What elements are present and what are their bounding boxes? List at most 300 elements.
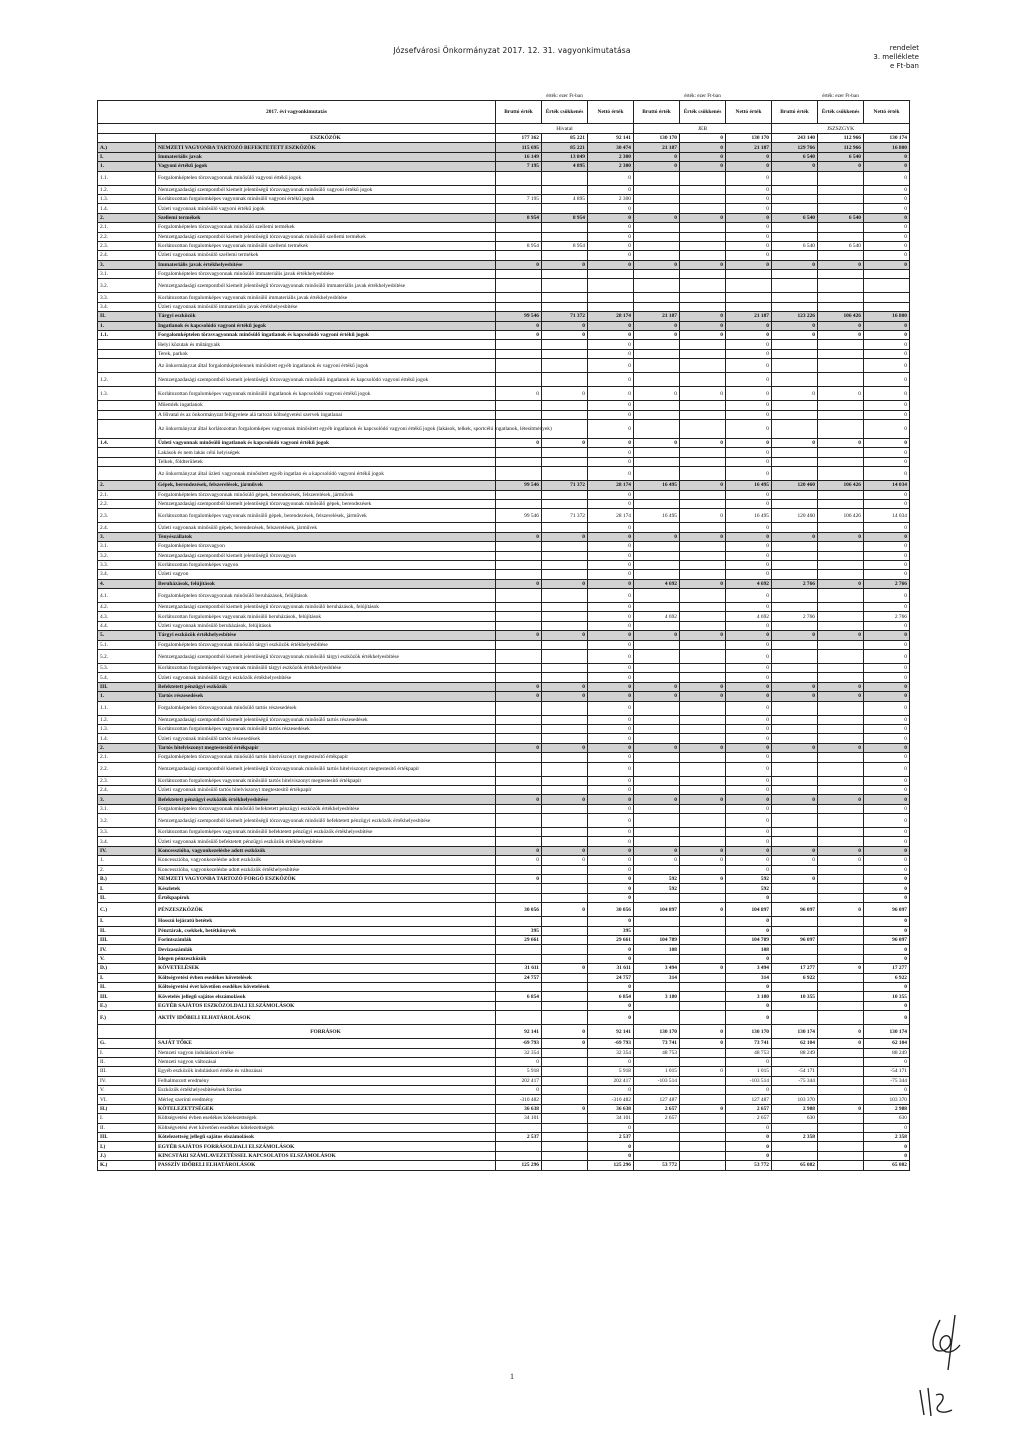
row-value: 6 922 [772, 973, 818, 982]
row-label: Követelés jellegű sajátos elszámolások [156, 992, 496, 1001]
table-row [98, 884, 910, 893]
row-value: 21 187 [634, 143, 680, 152]
row-code: 2.4. [98, 251, 156, 260]
row-value [680, 1142, 726, 1151]
row-code: 4.1. [98, 589, 156, 603]
row-value: 0 [588, 359, 634, 373]
row-value [542, 917, 588, 926]
table-row [98, 499, 910, 508]
row-value: 0 [726, 603, 772, 612]
row-value: -75 344 [772, 1076, 818, 1085]
row-value: 0 [726, 570, 772, 579]
row-value: 0 [726, 682, 772, 691]
row-label: Nemzetgazdasági szempontból kiemelt jelentőségű törzsvagyonnak minősülő beruházások, felújítások [156, 603, 496, 612]
row-label: Idegen pénzeszközök [156, 954, 496, 963]
row-value: 0 [864, 664, 910, 673]
row-value [634, 814, 680, 828]
row-value: 0 [588, 621, 634, 630]
units-label-2: érték: ezer Ft-ban [684, 93, 721, 99]
row-value [542, 373, 588, 387]
row-value: 0 [818, 631, 864, 640]
table-row [98, 542, 910, 551]
row-value: 0 [818, 903, 864, 917]
table-row [98, 204, 910, 213]
row-value [680, 1057, 726, 1066]
row-value: 395 [588, 926, 634, 935]
row-value [680, 650, 726, 664]
table-row [98, 194, 910, 203]
row-value: 0 [772, 631, 818, 640]
row-value: 4 692 [634, 612, 680, 621]
row-label: Nemzetgazdasági szempontból kiemelt jelentőségű törzsvagyonnak minősülő tartós részesedések [156, 715, 496, 724]
row-value: 0 [680, 152, 726, 161]
units-row [98, 92, 910, 101]
row-value [818, 673, 864, 682]
row-value: 0 [864, 387, 910, 401]
row-value [680, 241, 726, 250]
row-value: 0 [864, 776, 910, 785]
row-value [818, 1142, 864, 1151]
row-label: Immateriális javak értékhelyesbítése [156, 260, 496, 269]
row-label: Üzleti vagyonnak minősülő beruházások, felújítások [156, 621, 496, 630]
row-value [496, 1123, 542, 1132]
row-value: 8 954 [542, 241, 588, 250]
row-value: 0 [588, 560, 634, 569]
row-value [496, 621, 542, 630]
row-value: 0 [864, 467, 910, 481]
row-value [680, 753, 726, 762]
row-value [772, 560, 818, 569]
table-row [98, 1011, 910, 1025]
table-row [98, 1104, 910, 1113]
row-value: 202 417 [496, 1076, 542, 1085]
row-value: 3 494 [634, 964, 680, 973]
table-row [98, 410, 910, 419]
row-value [542, 542, 588, 551]
row-value [542, 340, 588, 349]
row-value: 0 [588, 551, 634, 560]
table-row [98, 621, 910, 630]
row-value [542, 223, 588, 232]
row-value [496, 884, 542, 893]
row-value [496, 701, 542, 715]
table-row [98, 762, 910, 776]
row-value [496, 804, 542, 813]
row-value [772, 373, 818, 387]
row-value: 14 034 [864, 509, 910, 523]
row-value: 2 766 [772, 612, 818, 621]
row-value: 85 221 [542, 134, 588, 143]
table-row [98, 401, 910, 410]
row-value: 0 [588, 692, 634, 701]
row-value: 0 [496, 532, 542, 541]
row-value: 48 753 [726, 1048, 772, 1057]
row-value: 0 [588, 724, 634, 733]
row-value [818, 762, 864, 776]
row-value [680, 523, 726, 532]
row-value: 21 187 [726, 143, 772, 152]
row-value: 34 101 [496, 1114, 542, 1123]
row-value: 125 296 [588, 1161, 634, 1170]
row-value: 0 [634, 438, 680, 447]
row-value [634, 279, 680, 293]
row-value: 0 [680, 312, 726, 321]
row-value [772, 410, 818, 419]
row-label: Forgalomképtelen törzsvagyonnak minősülő immateriális javak értékhelyesbítése [156, 270, 496, 279]
row-code [98, 134, 156, 143]
row-code: 1.4. [98, 438, 156, 447]
row-value: 0 [864, 715, 910, 724]
row-value: 3 180 [634, 992, 680, 1001]
row-value: 0 [588, 1142, 634, 1151]
row-value: 0 [772, 743, 818, 752]
row-value: 0 [726, 692, 772, 701]
row-value: 0 [726, 954, 772, 963]
row-value [496, 467, 542, 481]
row-value: 2 657 [726, 1114, 772, 1123]
row-value [818, 785, 864, 794]
row-value [496, 401, 542, 410]
row-value [772, 293, 818, 302]
row-value: 0 [726, 631, 772, 640]
row-value [772, 664, 818, 673]
row-value [772, 490, 818, 499]
row-value: 0 [496, 331, 542, 340]
row-value [680, 1095, 726, 1104]
row-value: 0 [726, 1123, 772, 1132]
row-code: G. [98, 1039, 156, 1048]
row-value: 0 [864, 171, 910, 185]
row-code: 3.3. [98, 293, 156, 302]
row-value: 0 [864, 631, 910, 640]
page-number: 1 [510, 1372, 514, 1381]
row-value [680, 724, 726, 733]
row-value: 0 [726, 251, 772, 260]
row-value: 0 [588, 954, 634, 963]
row-label: Nemzetgazdasági szempontból kiemelt jelentőségű törzsvagyonnak minősülő szellemi termékek [156, 232, 496, 241]
row-value: 0 [588, 884, 634, 893]
row-value: 0 [864, 837, 910, 846]
row-value [542, 945, 588, 954]
row-label: Készletek [156, 884, 496, 893]
table-row [98, 373, 910, 387]
row-value: 0 [864, 162, 910, 171]
row-code [98, 1025, 156, 1039]
row-value: 0 [864, 232, 910, 241]
row-value [680, 194, 726, 203]
row-value [680, 448, 726, 457]
row-code: 2.3. [98, 509, 156, 523]
row-value [496, 776, 542, 785]
table-row [98, 1142, 910, 1151]
row-value [542, 359, 588, 373]
row-value [542, 837, 588, 846]
row-value: 0 [864, 673, 910, 682]
row-value: 0 [864, 1151, 910, 1160]
row-value [772, 804, 818, 813]
row-code [98, 448, 156, 457]
row-value [818, 185, 864, 194]
table-row [98, 312, 910, 321]
row-value [680, 982, 726, 991]
row-label: Korlátozottan forgalomképes vagyonnak minősülő immateriális javak értékhelyesbítése [156, 293, 496, 302]
row-value: 0 [864, 1011, 910, 1025]
row-value: 0 [772, 795, 818, 804]
row-value: 0 [496, 846, 542, 855]
row-value: 0 [726, 982, 772, 991]
row-value [542, 640, 588, 649]
row-value: 88 249 [864, 1048, 910, 1057]
row-value: 13 849 [542, 152, 588, 161]
row-value: 71 372 [542, 509, 588, 523]
row-value [542, 1048, 588, 1057]
row-value [496, 373, 542, 387]
row-value [496, 954, 542, 963]
row-value: 0 [680, 1067, 726, 1076]
table-row [98, 785, 910, 794]
row-value: 30 474 [588, 143, 634, 152]
row-value: 0 [864, 490, 910, 499]
row-value: 0 [680, 387, 726, 401]
row-value [818, 917, 864, 926]
row-value [542, 448, 588, 457]
row-value: 106 426 [818, 312, 864, 321]
row-value: 0 [726, 1151, 772, 1160]
row-value [772, 251, 818, 260]
row-value [680, 762, 726, 776]
row-code [98, 457, 156, 466]
row-label: NEMZETI VAGYONBA TARTOZÓ FORGÓ ESZKÖZÖK [156, 875, 496, 884]
row-value [818, 992, 864, 1001]
row-value [680, 302, 726, 311]
row-value [818, 560, 864, 569]
row-value [818, 715, 864, 724]
row-value: 0 [726, 743, 772, 752]
row-value [496, 640, 542, 649]
row-code: 2.1. [98, 753, 156, 762]
row-value [542, 673, 588, 682]
row-value [634, 185, 680, 194]
table-row [98, 837, 910, 846]
row-value: 130 170 [634, 1025, 680, 1039]
row-code: I. [98, 917, 156, 926]
row-value: 0 [818, 387, 864, 401]
row-value [542, 523, 588, 532]
row-value: 0 [726, 213, 772, 222]
row-value: 0 [542, 532, 588, 541]
row-value: 0 [588, 856, 634, 865]
row-value [588, 302, 634, 311]
row-value: 0 [542, 331, 588, 340]
row-value: 0 [588, 448, 634, 457]
row-value: 0 [634, 532, 680, 541]
row-value: 8 954 [542, 213, 588, 222]
row-value: 103 370 [772, 1095, 818, 1104]
row-value [772, 223, 818, 232]
row-value [772, 814, 818, 828]
row-value: 0 [542, 387, 588, 401]
row-label: Üzleti vagyonnak minősülő ingatlanok és kapcsolódó vagyoni értékű jogok [156, 438, 496, 447]
row-value: 0 [496, 856, 542, 865]
row-value [496, 945, 542, 954]
row-value [634, 673, 680, 682]
row-value: 0 [864, 875, 910, 884]
institution-hivatal: Hivatal [496, 124, 634, 134]
row-label: Nemzetgazdasági szempontból kiemelt jelentőségű törzsvagyonnak minősülő befektetett pénzügyi eszközök értékhelyesbítése [156, 814, 496, 828]
row-value [634, 776, 680, 785]
row-label: Ingatlanok és kapcsolódó vagyoni értékű jogok [156, 321, 496, 330]
row-label: Korlátozottan forgalomképes vagyonnak minősülő ingatlanok és kapcsolódó vagyoni értékű jogok [156, 387, 496, 401]
row-value [680, 973, 726, 982]
table-row [98, 509, 910, 523]
row-value: 48 753 [634, 1048, 680, 1057]
row-value [680, 1133, 726, 1142]
row-label: Nemzetgazdasági szempontból kiemelt jelentőségű törzsvagyonnak minősülő tartós hitelviszonyt megtestesítő értékpapír [156, 762, 496, 776]
row-value [542, 1151, 588, 1160]
table-row [98, 213, 910, 222]
row-value [542, 893, 588, 902]
row-value: 0 [588, 490, 634, 499]
row-value: 0 [864, 194, 910, 203]
row-value: 0 [634, 213, 680, 222]
row-value: 0 [496, 875, 542, 884]
row-value: 21 187 [634, 312, 680, 321]
table-row [98, 551, 910, 560]
row-value: 0 [818, 846, 864, 855]
row-value: 130 174 [772, 1025, 818, 1039]
row-value [680, 419, 726, 438]
row-label: Üzleti vagyonnak minősülő befektetett pénzügyi eszközök értékhelyesbítése [156, 837, 496, 846]
row-value [680, 542, 726, 551]
row-value: 0 [818, 579, 864, 588]
row-value [634, 241, 680, 250]
row-value: 0 [772, 682, 818, 691]
row-value [818, 551, 864, 560]
row-value: 8 954 [496, 241, 542, 250]
row-value: 16 800 [864, 143, 910, 152]
row-value [634, 1086, 680, 1095]
row-value [496, 612, 542, 621]
row-label: Költségvetési évet követően esedékes követelések [156, 982, 496, 991]
row-value [818, 893, 864, 902]
row-value: 53 772 [634, 1161, 680, 1170]
row-value [772, 523, 818, 532]
row-value [772, 640, 818, 649]
row-value: 5 918 [588, 1067, 634, 1076]
row-value: 99 546 [496, 481, 542, 490]
row-value: 130 174 [864, 134, 910, 143]
row-label: Nemzeti vagyon változásai [156, 1057, 496, 1066]
row-label: NEMZETI VAGYONBA TARTOZÓ BEFEKTETETT ESZKÖZÖK [156, 143, 496, 152]
row-value [772, 279, 818, 293]
row-value: 0 [864, 340, 910, 349]
row-value: 129 766 [772, 143, 818, 152]
row-value [634, 251, 680, 260]
table-title: 2017. évi vagyonkimutatás [98, 101, 496, 124]
row-value: 30 056 [588, 903, 634, 917]
row-code: 1.2. [98, 185, 156, 194]
row-label: Forgalomképtelen törzsvagyonnak minősülő beruházások, felújítások [156, 589, 496, 603]
row-value: 24 757 [588, 973, 634, 982]
row-value: 0 [818, 692, 864, 701]
row-label: Nemzeti vagyon induláskori értéke [156, 1048, 496, 1057]
row-value: 0 [864, 152, 910, 161]
row-value [496, 673, 542, 682]
col-header: Bruttó érték [772, 101, 818, 124]
row-label: Költségvetési évben esedékes kötelezettségek [156, 1114, 496, 1123]
document-reference [873, 44, 919, 71]
handwritten-signature [900, 1300, 990, 1420]
row-label: Üzleti vagyon [156, 570, 496, 579]
row-value [496, 715, 542, 724]
row-value: 92 141 [588, 134, 634, 143]
row-value: 0 [680, 795, 726, 804]
row-value: 6 854 [496, 992, 542, 1001]
row-value [680, 410, 726, 419]
row-code: 1.4. [98, 204, 156, 213]
row-value [496, 893, 542, 902]
row-value: 0 [864, 734, 910, 743]
row-value [634, 340, 680, 349]
row-value: 0 [726, 401, 772, 410]
row-value [818, 204, 864, 213]
row-value: 0 [818, 321, 864, 330]
row-value [542, 954, 588, 963]
row-value [634, 490, 680, 499]
row-label: Koncesszióba, vagyonkezelésbe adott eszközök értékhelyesbítése [156, 865, 496, 874]
row-value: 0 [726, 448, 772, 457]
row-value [634, 1133, 680, 1142]
row-value: 0 [864, 410, 910, 419]
row-value [634, 570, 680, 579]
row-value [818, 865, 864, 874]
row-value [680, 715, 726, 724]
row-label: Korlátozottan forgalomképes vagyonnak minősülő vagyoni értékű jogok [156, 194, 496, 203]
row-value: 29 661 [496, 936, 542, 945]
table-row [98, 448, 910, 457]
row-value: 0 [634, 152, 680, 161]
row-value [542, 270, 588, 279]
row-value: 17 277 [772, 964, 818, 973]
row-value [818, 982, 864, 991]
row-value [542, 1123, 588, 1132]
row-value [634, 401, 680, 410]
table-row [98, 321, 910, 330]
row-value [818, 302, 864, 311]
row-value [818, 448, 864, 457]
row-label: Tárgyi eszközök értékhelyesbítése [156, 631, 496, 640]
row-value [496, 340, 542, 349]
row-value: 0 [588, 1001, 634, 1010]
row-value [542, 1067, 588, 1076]
row-value: 0 [726, 260, 772, 269]
row-value: 2 300 [588, 194, 634, 203]
row-value [680, 1151, 726, 1160]
table-row [98, 743, 910, 752]
row-value [634, 1057, 680, 1066]
row-value: 0 [864, 1142, 910, 1151]
row-value: 0 [588, 542, 634, 551]
row-value [634, 715, 680, 724]
row-value [772, 865, 818, 874]
row-value: 314 [726, 973, 772, 982]
row-value: 0 [542, 964, 588, 973]
row-value: 0 [726, 467, 772, 481]
row-value: 120 460 [772, 509, 818, 523]
row-value: 96 097 [772, 936, 818, 945]
row-value [818, 1114, 864, 1123]
row-value: 0 [588, 753, 634, 762]
